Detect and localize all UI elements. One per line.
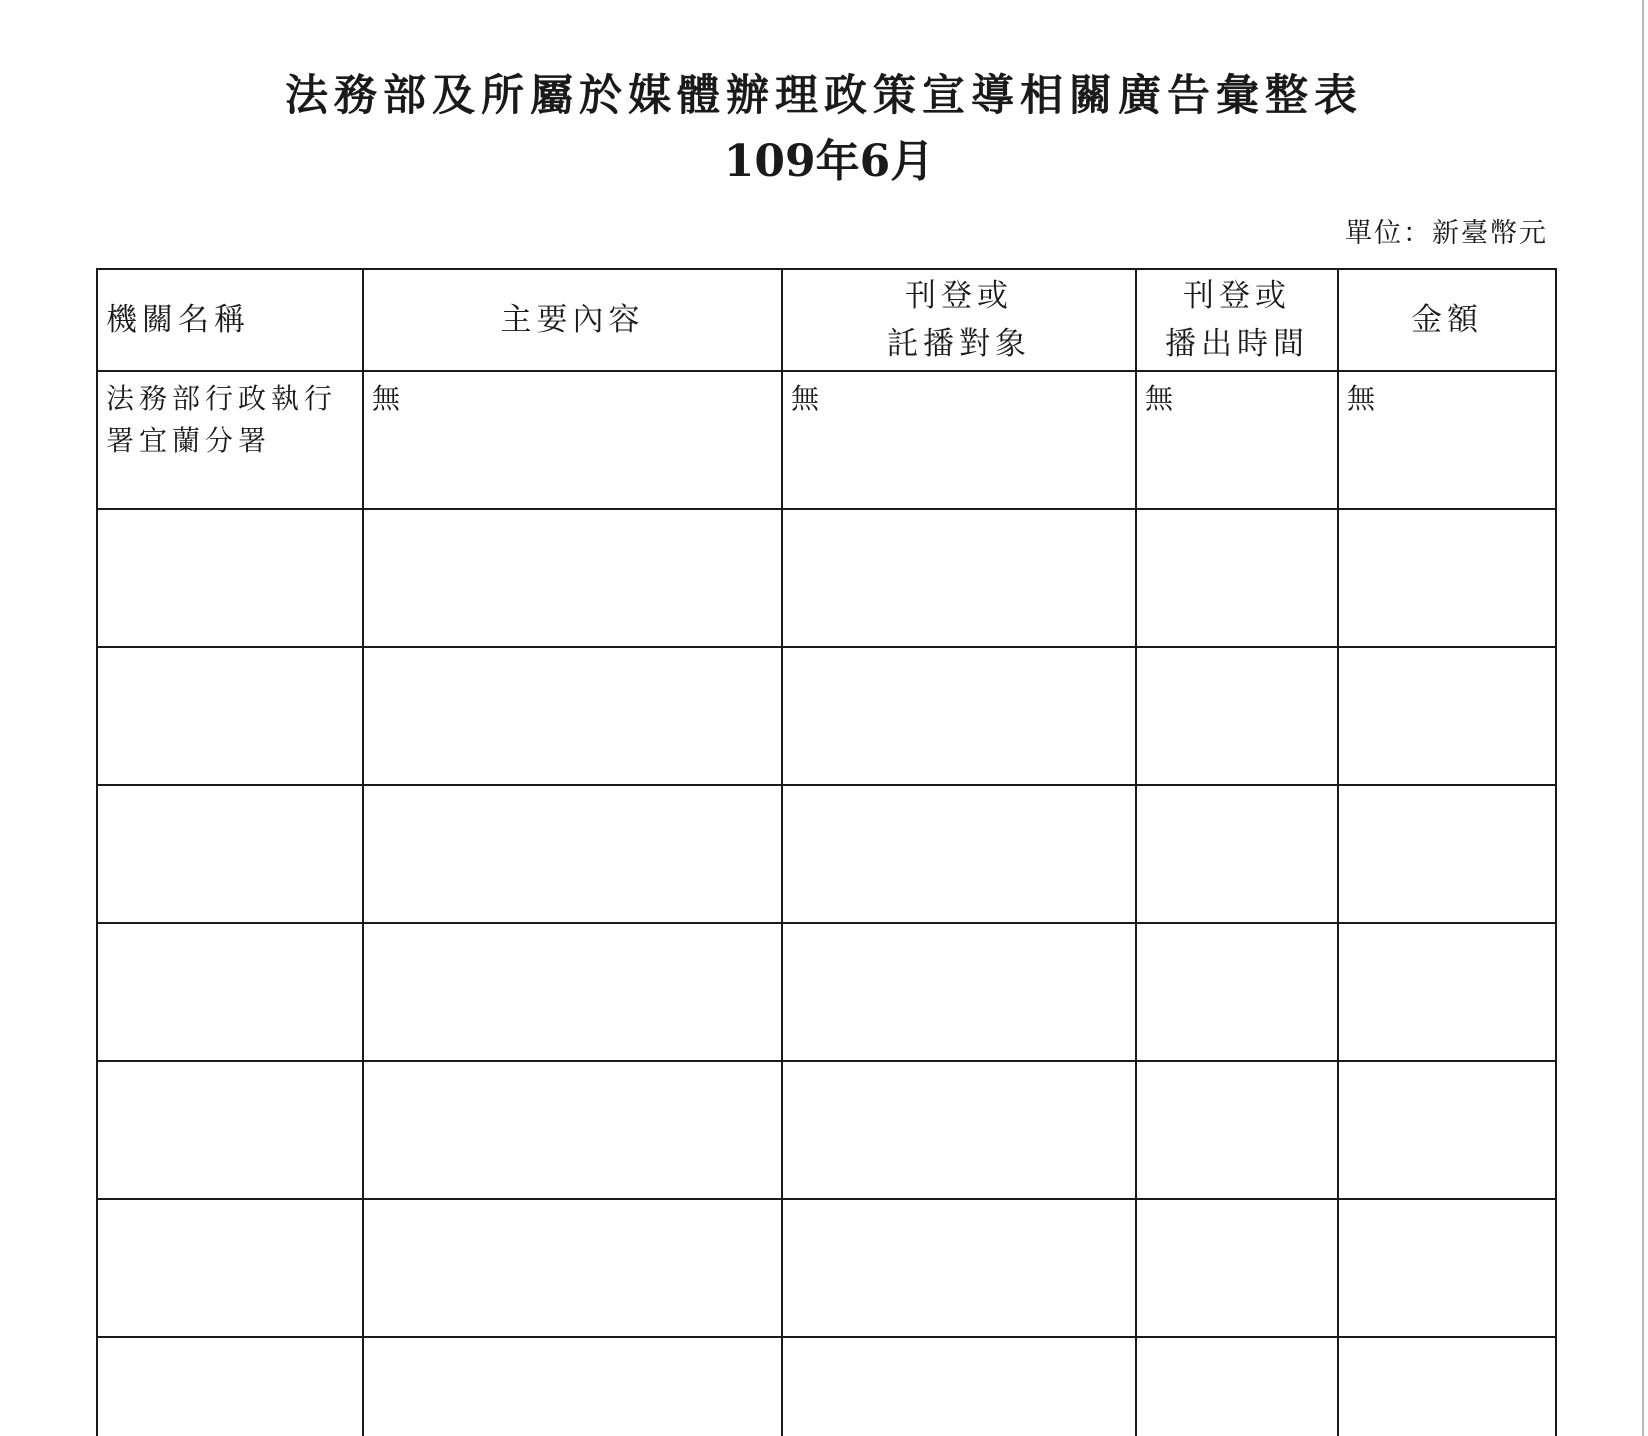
page-edge xyxy=(1642,0,1644,1436)
header-target-line1: 刊登或 xyxy=(905,278,1013,314)
document-title: 法務部及所屬於媒體辦理政策宣導相關廣告彙整表 xyxy=(285,71,1363,121)
cell-time xyxy=(1136,923,1338,1061)
table-row xyxy=(97,647,1556,785)
cell-content xyxy=(363,785,782,923)
cell-agency xyxy=(97,1199,363,1337)
table-row xyxy=(97,1061,1556,1199)
header-time-line2: 播出時間 xyxy=(1165,326,1309,362)
cell-time: 無 xyxy=(1136,371,1338,509)
cell-time xyxy=(1136,1061,1338,1199)
cell-target xyxy=(782,1061,1136,1199)
header-content: 主要內容 xyxy=(363,269,782,371)
header-amount: 金額 xyxy=(1338,269,1556,371)
cell-content xyxy=(363,509,782,647)
cell-target xyxy=(782,647,1136,785)
cell-target xyxy=(782,1337,1136,1436)
table-row xyxy=(97,785,1556,923)
cell-time xyxy=(1136,1199,1338,1337)
currency-unit-label: 單位：新臺幣元 xyxy=(1345,218,1548,249)
cell-content xyxy=(363,647,782,785)
cell-amount xyxy=(1338,1061,1556,1199)
cell-time xyxy=(1136,785,1338,923)
cell-target xyxy=(782,509,1136,647)
cell-amount xyxy=(1338,1199,1556,1337)
cell-target xyxy=(782,923,1136,1061)
cell-content xyxy=(363,1061,782,1199)
cell-agency xyxy=(97,785,363,923)
header-agency: 機關名稱 xyxy=(97,269,363,371)
header-time-line1: 刊登或 xyxy=(1183,278,1291,314)
cell-agency xyxy=(97,509,363,647)
cell-agency xyxy=(97,647,363,785)
document-subtitle: 109年6月 xyxy=(723,136,935,187)
cell-amount xyxy=(1338,509,1556,647)
header-time xyxy=(1136,269,1338,371)
cell-amount xyxy=(1338,785,1556,923)
table-row xyxy=(97,509,1556,647)
cell-agency xyxy=(97,1061,363,1199)
cell-content xyxy=(363,1199,782,1337)
cell-target: 無 xyxy=(782,371,1136,509)
cell-agency xyxy=(97,923,363,1061)
cell-amount xyxy=(1338,1337,1556,1436)
cell-agency xyxy=(97,1337,363,1436)
cell-time xyxy=(1136,509,1338,647)
cell-target xyxy=(782,1199,1136,1337)
cell-content xyxy=(363,923,782,1061)
cell-amount: 無 xyxy=(1338,371,1556,509)
table-row xyxy=(97,1337,1556,1436)
table-header-row xyxy=(97,269,1556,371)
header-target xyxy=(782,269,1136,371)
table-row xyxy=(97,371,1556,509)
cell-amount xyxy=(1338,647,1556,785)
header-target-line2: 託播對象 xyxy=(887,326,1031,362)
cell-agency: 法務部行政執行署宜蘭分署 xyxy=(97,371,363,509)
cell-content xyxy=(363,1337,782,1436)
cell-time xyxy=(1136,647,1338,785)
cell-target xyxy=(782,785,1136,923)
table-row xyxy=(97,923,1556,1061)
advertising-summary-table xyxy=(96,268,1557,1436)
cell-time xyxy=(1136,1337,1338,1436)
table-row xyxy=(97,1199,1556,1337)
cell-amount xyxy=(1338,923,1556,1061)
cell-content: 無 xyxy=(363,371,782,509)
